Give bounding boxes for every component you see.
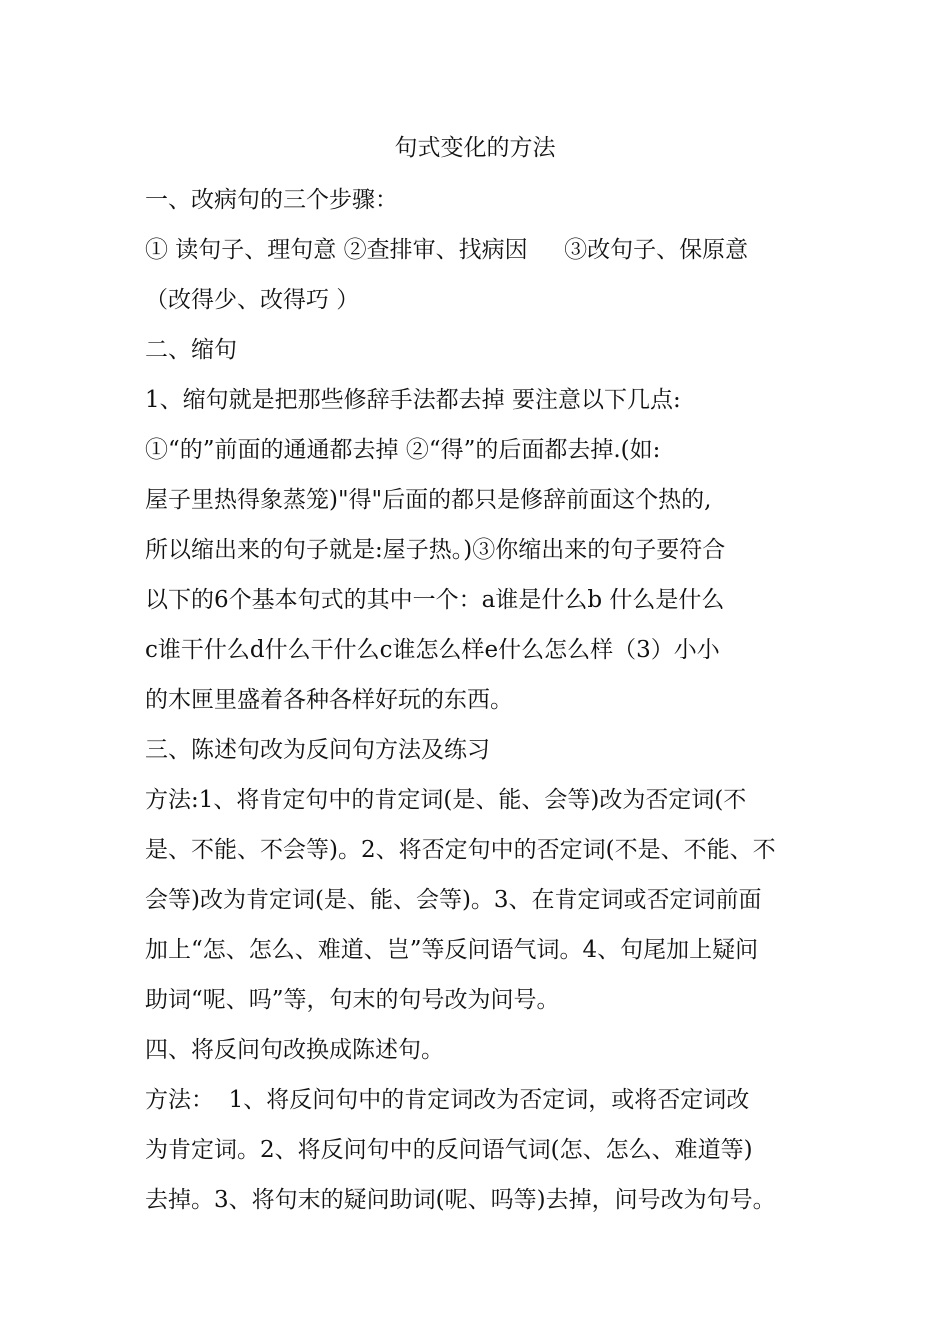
heading-2: 二、缩句 — [145, 337, 237, 363]
paragraph-line: 助词“呢、吗”等，句末的句号改为问号。 — [145, 987, 560, 1013]
paragraph-line: 所以缩出来的句子就是:屋子热。)③你缩出来的句子要符合 — [145, 537, 726, 563]
paragraph-line: c谁干什么d什么干什么c谁怎么样e什么怎么样（3）小小 — [145, 637, 720, 663]
document-title: 句式变化的方法 — [394, 135, 556, 161]
paragraph-line: 是、不能、不会等)。2、将否定句中的否定词(不是、不能、不 — [145, 837, 776, 863]
paragraph-line: ① 读句子、理句意 ②查排审、找病因 ③改句子、保原意 — [145, 237, 749, 263]
heading-3: 三、陈述句改为反问句方法及练习 — [145, 737, 490, 763]
paragraph-line: 的木匣里盛着各种各样好玩的东西。 — [145, 687, 513, 713]
heading-4: 四、将反问句改换成陈述句。 — [145, 1037, 444, 1063]
paragraph-line: 加上“怎、怎么、难道、岂”等反问语气词。4、句尾加上疑问 — [145, 937, 759, 963]
heading-1: 一、改病句的三个步骤： — [145, 187, 398, 213]
paragraph-line: 以下的6个基本句式的其中一个：a谁是什么b 什么是什么 — [145, 587, 725, 613]
paragraph-line: ①“的”前面的通通都去掉 ②“得”的后面都去掉.(如: — [145, 437, 661, 463]
paragraph-line: （改得少、改得巧 ） — [145, 287, 360, 313]
paragraph-line: 为肯定词。2、将反问句中的反问语气词(怎、怎么、难道等) — [145, 1137, 753, 1163]
paragraph-line: 方法:1、将肯定句中的肯定词(是、能、会等)改为否定词(不 — [145, 787, 747, 813]
paragraph-line: 屋子里热得象蒸笼)"得"后面的都只是修辞前面这个热的, — [145, 487, 712, 513]
paragraph-line: 1、缩句就是把那些修辞手法都去掉 要注意以下几点: — [145, 387, 681, 413]
paragraph-line: 去掉。3、将句末的疑问助词(呢、吗等)去掉，问号改为句号。 — [145, 1187, 776, 1213]
paragraph-line: 会等)改为肯定词(是、能、会等)。3、在肯定词或否定词前面 — [145, 887, 762, 913]
paragraph-line: 方法： 1、将反问句中的肯定词改为否定词，或将否定词改 — [145, 1087, 750, 1113]
